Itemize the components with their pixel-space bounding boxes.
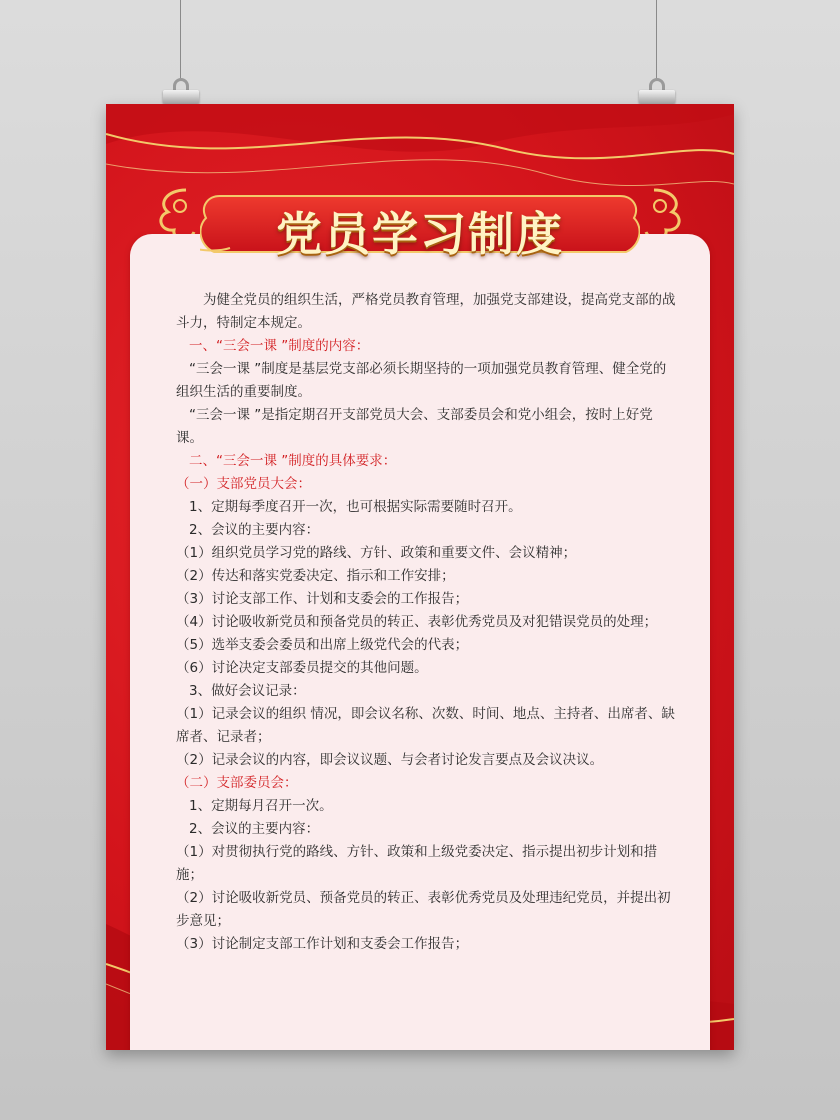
paragraph: （1）对贯彻执行党的路线、方针、政策和上级党委决定、指示提出初步计划和措施； [176,844,658,883]
paragraph: 2、会议的主要内容： [189,821,320,837]
paragraph: （4）讨论吸收新党员和预备党员的转正、表彰优秀党员及对犯错误党员的处理； [176,614,658,630]
paragraph: 为健全党员的组织生活，严格党员教育管理，加强党支部建设，提高党支部的战斗力，特制定本规定。 [176,292,676,331]
paragraph: 1、定期每月召开一次。 [189,798,333,814]
regulation-text [176,289,676,956]
paragraph: 一、“三会一课 ”制度的内容： [189,338,370,354]
paragraph: “三会一课 ”制度是基层党支部必须长期坚持的一项加强党员教育管理、健全党的组织生活的重要制度。 [176,361,667,400]
paragraph: （2）记录会议的内容，即会议议题、与会者讨论发言要点及会议决议。 [176,752,604,768]
paragraph: （2）传达和落实党委决定、指示和工作安排； [176,568,455,584]
paragraph: （二）支部委员会： [176,775,298,791]
poster [106,104,734,1050]
paragraph: （2）讨论吸收新党员、预备党员的转正、表彰优秀党员及处理违纪党员，并提出初步意见； [176,890,671,929]
page-title: 党员学习制度 [276,207,564,261]
paragraph: （6）讨论决定支部委员提交的其他问题。 [176,660,428,676]
paragraph: “三会一课 ”是指定期召开支部党员大会、支部委员会和党小组会，按时上好党课。 [176,407,653,446]
paragraph: （1）组织党员学习党的路线、方针、政策和重要文件、会议精神； [176,545,577,561]
title-banner [200,188,640,270]
paragraph: （5）选举支委会委员和出席上级党代会的代表； [176,637,469,653]
hanging-string-right [656,0,657,80]
hanging-string-left [180,0,181,80]
paragraph: 1、定期每季度召开一次，也可根据实际需要随时召开。 [189,499,522,515]
paragraph: （3）讨论制定支部工作计划和支委会工作报告； [176,936,469,952]
paragraph: 2、会议的主要内容： [189,522,320,538]
paragraph: （1）记录会议的组织 情况，即会议名称、次数、时间、地点、主持者、出席者、缺席者、记录者； [176,706,675,745]
paragraph: （3）讨论支部工作、计划和支委会的工作报告； [176,591,469,607]
paragraph: 3、做好会议记录： [189,683,306,699]
paragraph: （一）支部党员大会： [176,476,311,492]
paragraph: 二、“三会一课 ”制度的具体要求： [189,453,397,469]
